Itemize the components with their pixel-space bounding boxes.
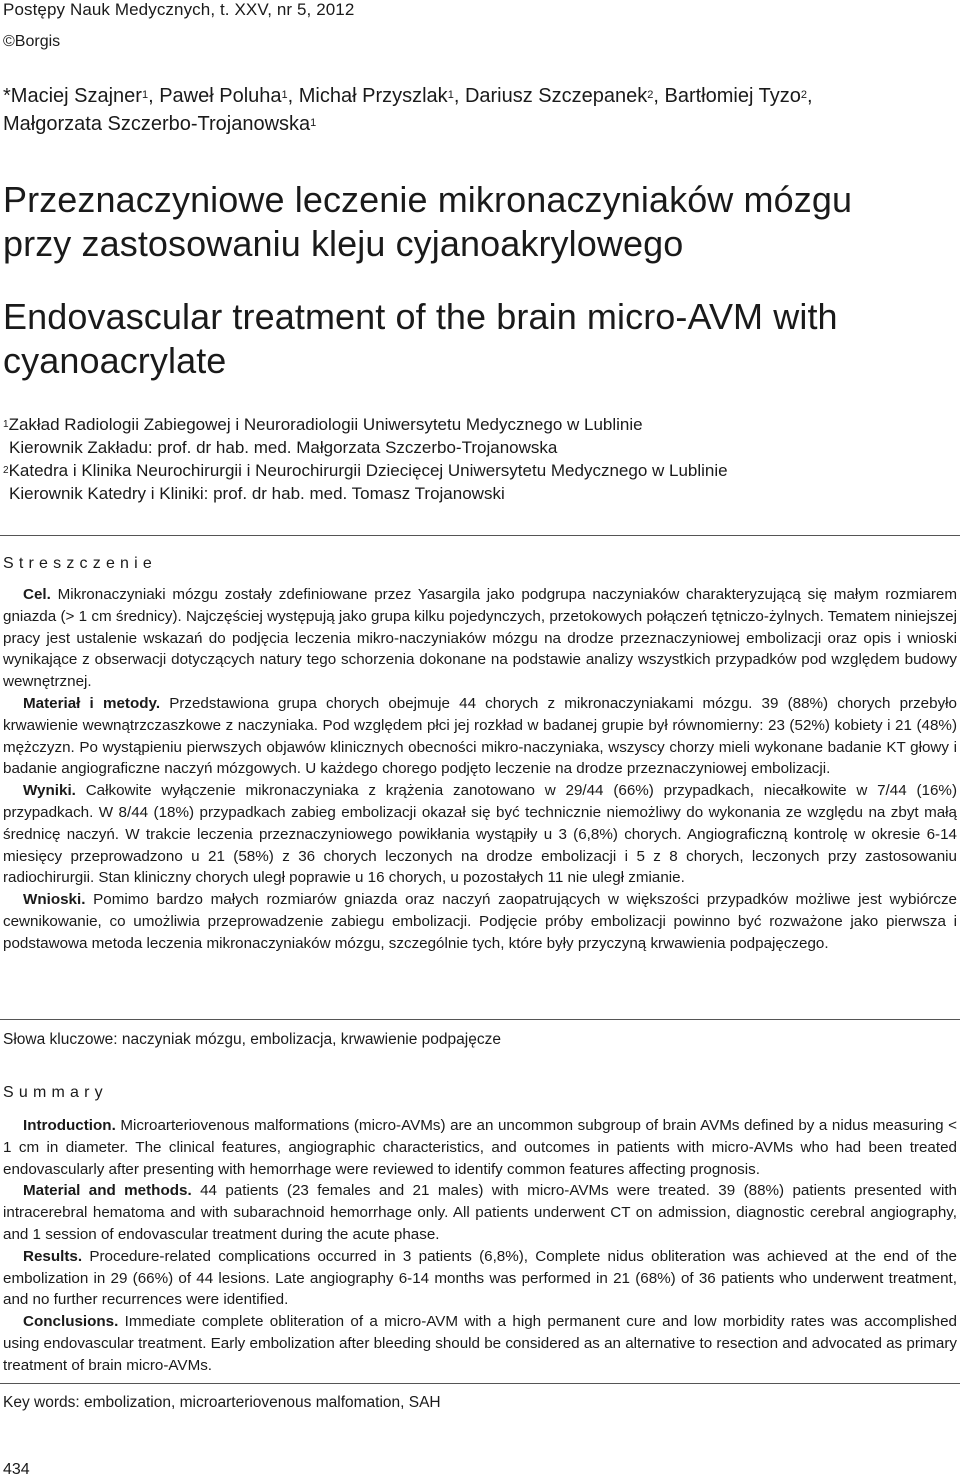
summary-body	[3, 1115, 957, 1377]
author-name: Małgorzata Szczerbo-Trojanowska	[3, 113, 311, 135]
affiliation-sup: 1	[3, 419, 9, 430]
streszczenie-wnioski	[3, 889, 957, 954]
title-polish	[3, 178, 953, 266]
author-name: *Maciej Szajner	[3, 85, 142, 107]
methods-label: Material and methods.	[23, 1182, 192, 1200]
key-words: Key words: embolization, microarteriovenous malfomation, SAH	[3, 1394, 441, 1411]
methods-text: 44 patients (23 females and 21 males) with micro-AVMs were treated. 39 (88%) patients presented with intracerebral hematoma and with subarachnoid hemorrhage only. All patients underwent CT on admission, diagnostic cerebral angiography, and 1 session of endovascular treatment during the acute phase.	[3, 1182, 957, 1243]
author-separator: ,	[806, 85, 813, 107]
author-affil-sup: 1	[447, 89, 454, 101]
conclusions-label: Conclusions.	[23, 1313, 119, 1331]
slowa-kluczowe: Słowa kluczowe: naczyniak mózgu, embolizacja, krwawienie podpajęcze	[3, 1031, 501, 1048]
conclusions-text: Immediate complete obliteration of a micro-AVM with a high permanent cure and low morbidity rates was accomplished using endovascular treatment. Early embolization after bleeding should be considered as an alternative to resection and advocated as primary treatment of brain micro-AVMs.	[3, 1313, 957, 1374]
summary-methods	[3, 1180, 957, 1245]
author-name: Paweł Poluha	[159, 85, 282, 107]
streszczenie-cel	[3, 584, 957, 693]
materialy-text: Przedstawiona grupa chorych obejmuje 44 chorych z mikronaczyniakami mózgu. 39 (88%) chorych przebyło krwawienie wewnątrzczaszkowe z naczyniaka. Pod względem płci jej rozkład w badanej grupie był równomierny: 23 (52%) kobiety i 21 (48%) mężczyzn. Po wystąpieniu pierwszych objawów klinicznych obecności mikro-naczyniaka, wszyscy chorzy mieli wykonane badanie KT głowy i badanie angiograficzne naczyń mózgowych. U każdego chorego podjęto leczenie na drodze przeznaczyniowej embolizacji.	[3, 694, 957, 778]
author-separator: ,	[453, 85, 465, 107]
wnioski-label: Wnioski.	[23, 891, 86, 909]
introduction-label: Introduction.	[23, 1117, 116, 1134]
materialy-label: Materiał i metody.	[23, 694, 161, 712]
wyniki-label: Wyniki.	[23, 782, 76, 800]
summary-introduction	[3, 1115, 957, 1180]
summary-conclusions	[3, 1311, 957, 1376]
divider	[0, 535, 960, 536]
author-name: Dariusz Szczepanek	[464, 85, 648, 107]
affiliation-1-head: Kierownik Zakładu: prof. dr hab. med. Małgorzata Szczerbo-Trojanowska	[9, 438, 558, 457]
title-english-line-2: cyanoacrylate	[3, 340, 227, 381]
summary-heading: Summary	[3, 1084, 108, 1101]
affiliation-2	[3, 459, 953, 482]
affiliation-2-head: Kierownik Katedry i Kliniki: prof. dr hab. med. Tomasz Trojanowski	[9, 484, 505, 503]
affiliation-1	[3, 413, 953, 436]
wnioski-text: Pomimo bardzo małych rozmiarów gniazda oraz naczyń zaopatrujących w większości przypadków możliwe jest wybiórcze cewnikowanie, co umożliwia przeprowadzenie zabiegu embolizacji. Podjęcie próby embolizacji powinno być rozważone jako pierwsza i podstawowa metoda leczenia mikronaczyniaków mózgu, szczególnie tych, które były przyczyną krwawienia podpajęczego.	[3, 891, 957, 952]
author-list	[3, 82, 953, 138]
title-english-line-1: Endovascular treatment of the brain micro-AVM with	[3, 296, 838, 337]
affiliations	[3, 413, 953, 505]
author-affil-sup: 1	[310, 117, 317, 129]
streszczenie-wyniki	[3, 780, 957, 889]
title-polish-line-2: przy zastosowaniu kleju cyjanoakrylowego	[3, 223, 684, 264]
affiliation-2-text: Katedra i Klinika Neurochirurgii i Neurochirurgii Dziecięcej Uniwersytetu Medycznego w Lublinie	[8, 461, 728, 480]
divider	[0, 1383, 960, 1384]
streszczenie-heading: Streszczenie	[3, 555, 157, 572]
author-affil-sup: 1	[141, 89, 149, 101]
affiliation-1-text: Zakład Radiologii Zabiegowej i Neuroradiologii Uniwersytetu Medycznego w Lublinie	[8, 415, 643, 434]
author-affil-sup: 2	[800, 89, 807, 101]
results-text: Procedure-related complications occurred in 3 patients (6,8%), Complete nidus obliteration was achieved at the end of the embolization in 29 (66%) of 44 lesions. Late angiography 6-14 months was performed in 21 (68%) of 36 patients who underwent treatment, and no further recurrences were identified.	[3, 1247, 957, 1309]
publisher-label: ©Borgis	[3, 33, 61, 50]
summary-results	[3, 1246, 957, 1311]
title-english	[3, 295, 953, 383]
author-affil-sup: 1	[281, 89, 288, 101]
author-name: Michał Przyszlak	[298, 85, 448, 107]
title-polish-line-1: Przeznaczyniowe leczenie mikronaczyniaków mózgu	[3, 179, 853, 220]
page-number: 434	[3, 1461, 30, 1478]
affiliation-sup: 2	[3, 465, 9, 476]
journal-header: Postępy Nauk Medycznych, t. XXV, nr 5, 2012	[3, 0, 355, 19]
results-label: Results.	[23, 1247, 83, 1265]
author-name: Bartłomiej Tyzo	[664, 85, 801, 107]
introduction-text: Microarteriovenous malformations (micro-AVMs) are an uncommon subgroup of brain AVMs defined by a nidus measuring < 1 cm in diameter. The clinical features, angiographic characteristics, and outcomes in patients with micro-AVMs who had been treated endovascularly after presenting with hemorrhage were reviewed to identify common features affecting prognosis.	[3, 1117, 957, 1178]
divider	[0, 1019, 960, 1020]
streszczenie-materialy	[3, 693, 957, 780]
wyniki-text: Całkowite wyłączenie mikronaczyniaka z krążenia zanotowano w 29/44 (66%) przypadkach, niecałkowite w 7/44 (16%) przypadkach. W 8/44 (18%) przypadkach zabieg embolizacji okazał się być technicznie niemożliwy do wykonania ze względu na zbyt małą średnicę naczyń. W trakcie leczenia przeznaczyniowego powikłania wystąpiły u 3 (6,8%) chorych. Angiograficzną kontrolę w okresie 6-14 miesięcy przeprowadzono u 21 (58%) z 36 chorych leczonych na drodze embolizacji i 5 z 8 chorych, leczonych przy zastosowaniu radiochirurgii. Stan kliniczny chorych uległ poprawie u 16 chorych, u pozostałych 11 nie uległ zmianie.	[3, 782, 957, 887]
streszczenie-body	[3, 584, 957, 955]
cel-text: Mikronaczyniaki mózgu zostały zdefiniowane przez Yasargila jako podgrupa naczyniaków charakteryzującą się małym rozmiarem gniazda (> 1 cm średnicy). Najczęściej występują jako grupa kilku pojedynczych, przetokowych połączeń tętniczo-żylnych. Tematem niniejszej pracy jest ustalenie wskazań do podjęcia leczenia mikro-naczyniaków mózgu na drodze przeznaczyniowej embolizacji oraz opis i wnioski wynikające z obserwacji dotyczących natury tego schorzenia dokonane na podstawie analizy wszystkich przypadków pod względem budowy wewnętrznej.	[3, 586, 957, 691]
author-affil-sup: 2	[647, 89, 654, 101]
cel-label: Cel.	[23, 586, 51, 603]
author-separator: ,	[287, 85, 299, 107]
author-separator: ,	[653, 85, 665, 107]
author-separator: ,	[148, 85, 160, 107]
